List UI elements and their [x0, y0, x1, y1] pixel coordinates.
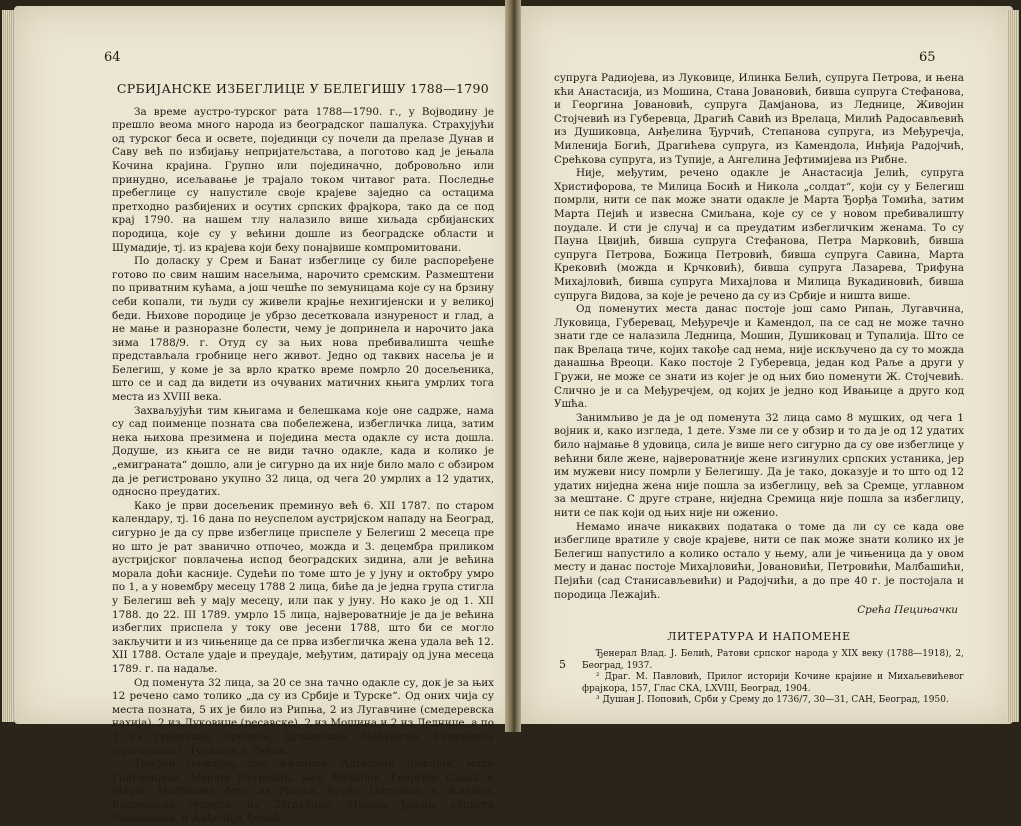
footnote: ² Драг. М. Павловић, Прилог историји Кочине крајине и Михаљевићевог фрајкора, 157, Глас СКА, LXVIII, Београд, 1904. [582, 672, 964, 694]
right-paragraph: Од поменутих места данас постоје још само Рипањ, Лугавчина, Луковица, Губеревац, Међуречје и Камендол, па се сад не може тачно знати где се налазила Ледница, Мошин, Душиковац и Тупалија. Што се пак Врелаца тиче, којих такође сад нема, није искључено да су то можда данашња Вреоци. Како постоје 2 Губеревца, један код Раље а други у Гружи, не може се знати из којег је од њих био поменути Ж. Стојчевић. Слично је и са Међуречјем, од којих је једно код Ивањице а друго код Ушћа. [554, 303, 964, 411]
right-paragraph: супруга Радиојева, из Луковице, Илинка Белић, супруга Петрова, и њена кћи Анастасија, из Мошина, Стана Јовановић, бивша супруга Стефанова, и Георгина Јовановић, супруга Дамјанова, из Леднице, Живојин Стојчевић из Губеревца, Драгић Савић из Врелаца, Милић Радосављевић из Душиковца, Анђелина Ђурчић, Степанова супруга, из Међуречја, Миленија Богић, Драгићева супруга, из Камендола, Инђија Радојчић, Срећкова супруга, из Тупије, а Ангелина Јефтимијева из Рибне. [554, 72, 964, 166]
right-paragraph: Немамо иначе никаквих података о томе да ли су се када ове избеглице вратиле у своје крајеве, нити се пак може знати колико их је Белегиш напустило а колико остало у њему, али је чињеница да у овом месту и данас постоје Михајловићи, Јовановићи, Петровићи, Малбашићи, Пејићи (сад Станисављевићи) и Радојчићи, а до пре 40 г. је постојала и породица Лежајић. [554, 520, 964, 601]
right-page-number: 65 [919, 50, 936, 65]
book-gutter [505, 0, 521, 732]
article-title: СРБИЈАНСКЕ ИЗБЕГЛИЦЕ У БЕЛЕГИШУ 1788—1790 [116, 81, 490, 96]
left-page [14, 6, 519, 825]
author-signature: Срећа Пецињачки [857, 604, 958, 617]
left-paragraph: Како је први досељеник преминуо већ 6. XII 1787. по старом календару, тј. 16 дана по неуспелом аустријском нападу на Београд, сигурно је да су прве избеглице приспеле у Белегиш 2 месеца пре но што је рат званично отпочео, можда и 3. децембра приликом аустријског повлачења испод београдских зидина, али је већина морала доћи касније. Судећи по томе што је у јуну и октобру умро по 1, а у новембру месецу 1788 2 лица, биће да је једна група стигла у Белегиш већ у мају месецу, или пак у јуну. Но како је од 1. XII 1788. до 22. III 1789. умрло 15 лица, највероватније је да је већина избеглих приспела у току ове јесени 1788, што би се могло закључити и из чињенице да се прва избегличка жена удала већ 12. XII 1788. Остале удаје и преудаје, међутим, датирају од јуна месеца 1789. г. па надаље. [112, 499, 494, 675]
left-text-column [112, 78, 494, 826]
right-paragraph: Није, међутим, речено одакле је Анастасија Јелић, супруга Христифорова, те Милица Босић и Никола „солдат“, који су у Белегиш помрли, нити се пак може знати одакле је Марта Ђорђа Томића, затим Марта Пејић и извесна Смиљана, које су се у новом пребивалишту поудале. И сти је случај и са преудатим избегличким женама. То су Пауна Цвијић, бивша супруга Стефанова, Петра Марковић, бивша супруга Петрова, Божица Петровић, бивша супруга Савина, Марта Крековић (можда и Крчковић), бивша супруга Лазарева, Трифуна Михајловић, бивша супруга Михајлова и Милица Вукадиновић, бивша супруга Видова, за које је речено да су из Србије и ништа више. [554, 167, 964, 302]
notes-heading: ЛИТЕРАТУРА И НАПОМЕНЕ [667, 629, 851, 643]
left-page-number: 64 [104, 50, 121, 65]
right-paragraph: Занимљиво је да је од поменута 32 лица само 8 мушких, од чега 1 војник и, како изгледа, 1 дете. Узме ли се у обзир и то да је од 12 удатих било најмање 8 удовица, сила је више него сигурно да су ове избеглице у већини биле жене, највероватније жене изгинулих српских устаника, јер им мужеви нису помрли у Белегишу. Да је тако, доказује и то што од 12 удатих ниједна жена није пошла за избеглицу, већ за Сремце, углавном за мештане. С друге стране, ниједна Сремица није пошла за избеглицу, нити се пак који од њих није ни оженио. [554, 411, 964, 519]
footnote: Ђенерал Влад. Ј. Белић, Ратови српског народа у XIX веку (1788—1918), 2, Београд, 1937. [582, 649, 964, 671]
left-paragraph: По доласку у Срем и Банат избеглице су биле распоређене готово по свим нашим насељима, нарочито сремским. Размештени по приватним кућама, а још чешће по земуницама које су на брзину себи копали, ти људи су живели крајње нехигијенски и у великој беди. Њихове породице је убрзо десетковала изнуреност и глад, а не мање и разноразне болести, чему је допринела и нарочито јака зима 1788/9. г. Отуд су за њих нова пребивалишта чешће представљала гробнице него живот. Једно од таквих насеља је и Белегиш, у коме је за врло кратко време помрло 20 досељеника, што се и сад да видети из очуваних матичних књига умрлих тога места из XVIII века. [112, 255, 494, 404]
left-paragraph: За време аустро-турског рата 1788—1790. г., у Војводину је прешло веома много народа из београдског пашалука. Страхујући од турског беса и освете, појединци су почели да прелазе Дунав и Саву већ по избијању непријатељстава, а поготово кад је јењала Кочина крајина. Групно или појединачно, добровољно или принудно, исељавање је трајало током читавог рата. Последње пребеглице су напустиле своје крајеве заједно са остацима претходно разбијених и осутих српских фрајкора, тако да се под крај 1790. на нашем тлу налазило више хиљада србијанских породица, које су у већини дошле из београдске области и Шумадије, тј. из крајева који беху понајвише компромитовани. [112, 105, 494, 254]
footnotes [582, 649, 964, 706]
right-text-column [554, 72, 964, 706]
footnote: ³ Душан Ј. Поповић, Срби у Срему до 1736/7, 30—31, САН, Београд, 1950. [596, 694, 949, 705]
left-paragraph: Од поменута 32 лица, за 20 се зна тачно одакле су, док је за њих 12 речено само толико „да су из Србије и Турске“. Од оних чија су места позната, 5 их је било из Рипња, 2 из Лугавчине (смедеревска нахија), 2 из Луковице (ресавске), 2 из Мошина и 2 из Леднице, а по 1 из Губеревца, Врелаца, Душиковца, Међуречја, Камендола (грочанског), Тупалије и Рибне. [112, 676, 494, 757]
left-paragraph: Трифун Лежајић, син Филипов, Ангелина Лежајић, мати Григоријева, Марија Петровић, њен Филипов, Георгије Савић и Марко Малбашић беху из Рипња, Ђорђе Петровић и Живана, Радованова супруга, из Лугавчине, Милија Ђорић, супруга Радованова, и Анђелија Ђорић, [112, 758, 494, 825]
signature-mark: 5 [559, 658, 566, 671]
left-paragraph: Захваљујући тим књигама и белешкама које оне садрже, нама су сад поименце позната сва побележена, избегличка лица, затим нека њихова презимена и поједина места одакле су иста дошла. Додуше, из књига се не види тачно одакле, када и колико је „емиграната“ дошло, али је сигурно да их није било мало с обзиром да је регистровано укупно 32 лица, од чега 20 умрлих а 12 удатих, односно преудатих. [112, 404, 494, 499]
right-page [521, 6, 1013, 724]
right-page-edges [1007, 10, 1019, 722]
left-page-edges [2, 10, 14, 722]
